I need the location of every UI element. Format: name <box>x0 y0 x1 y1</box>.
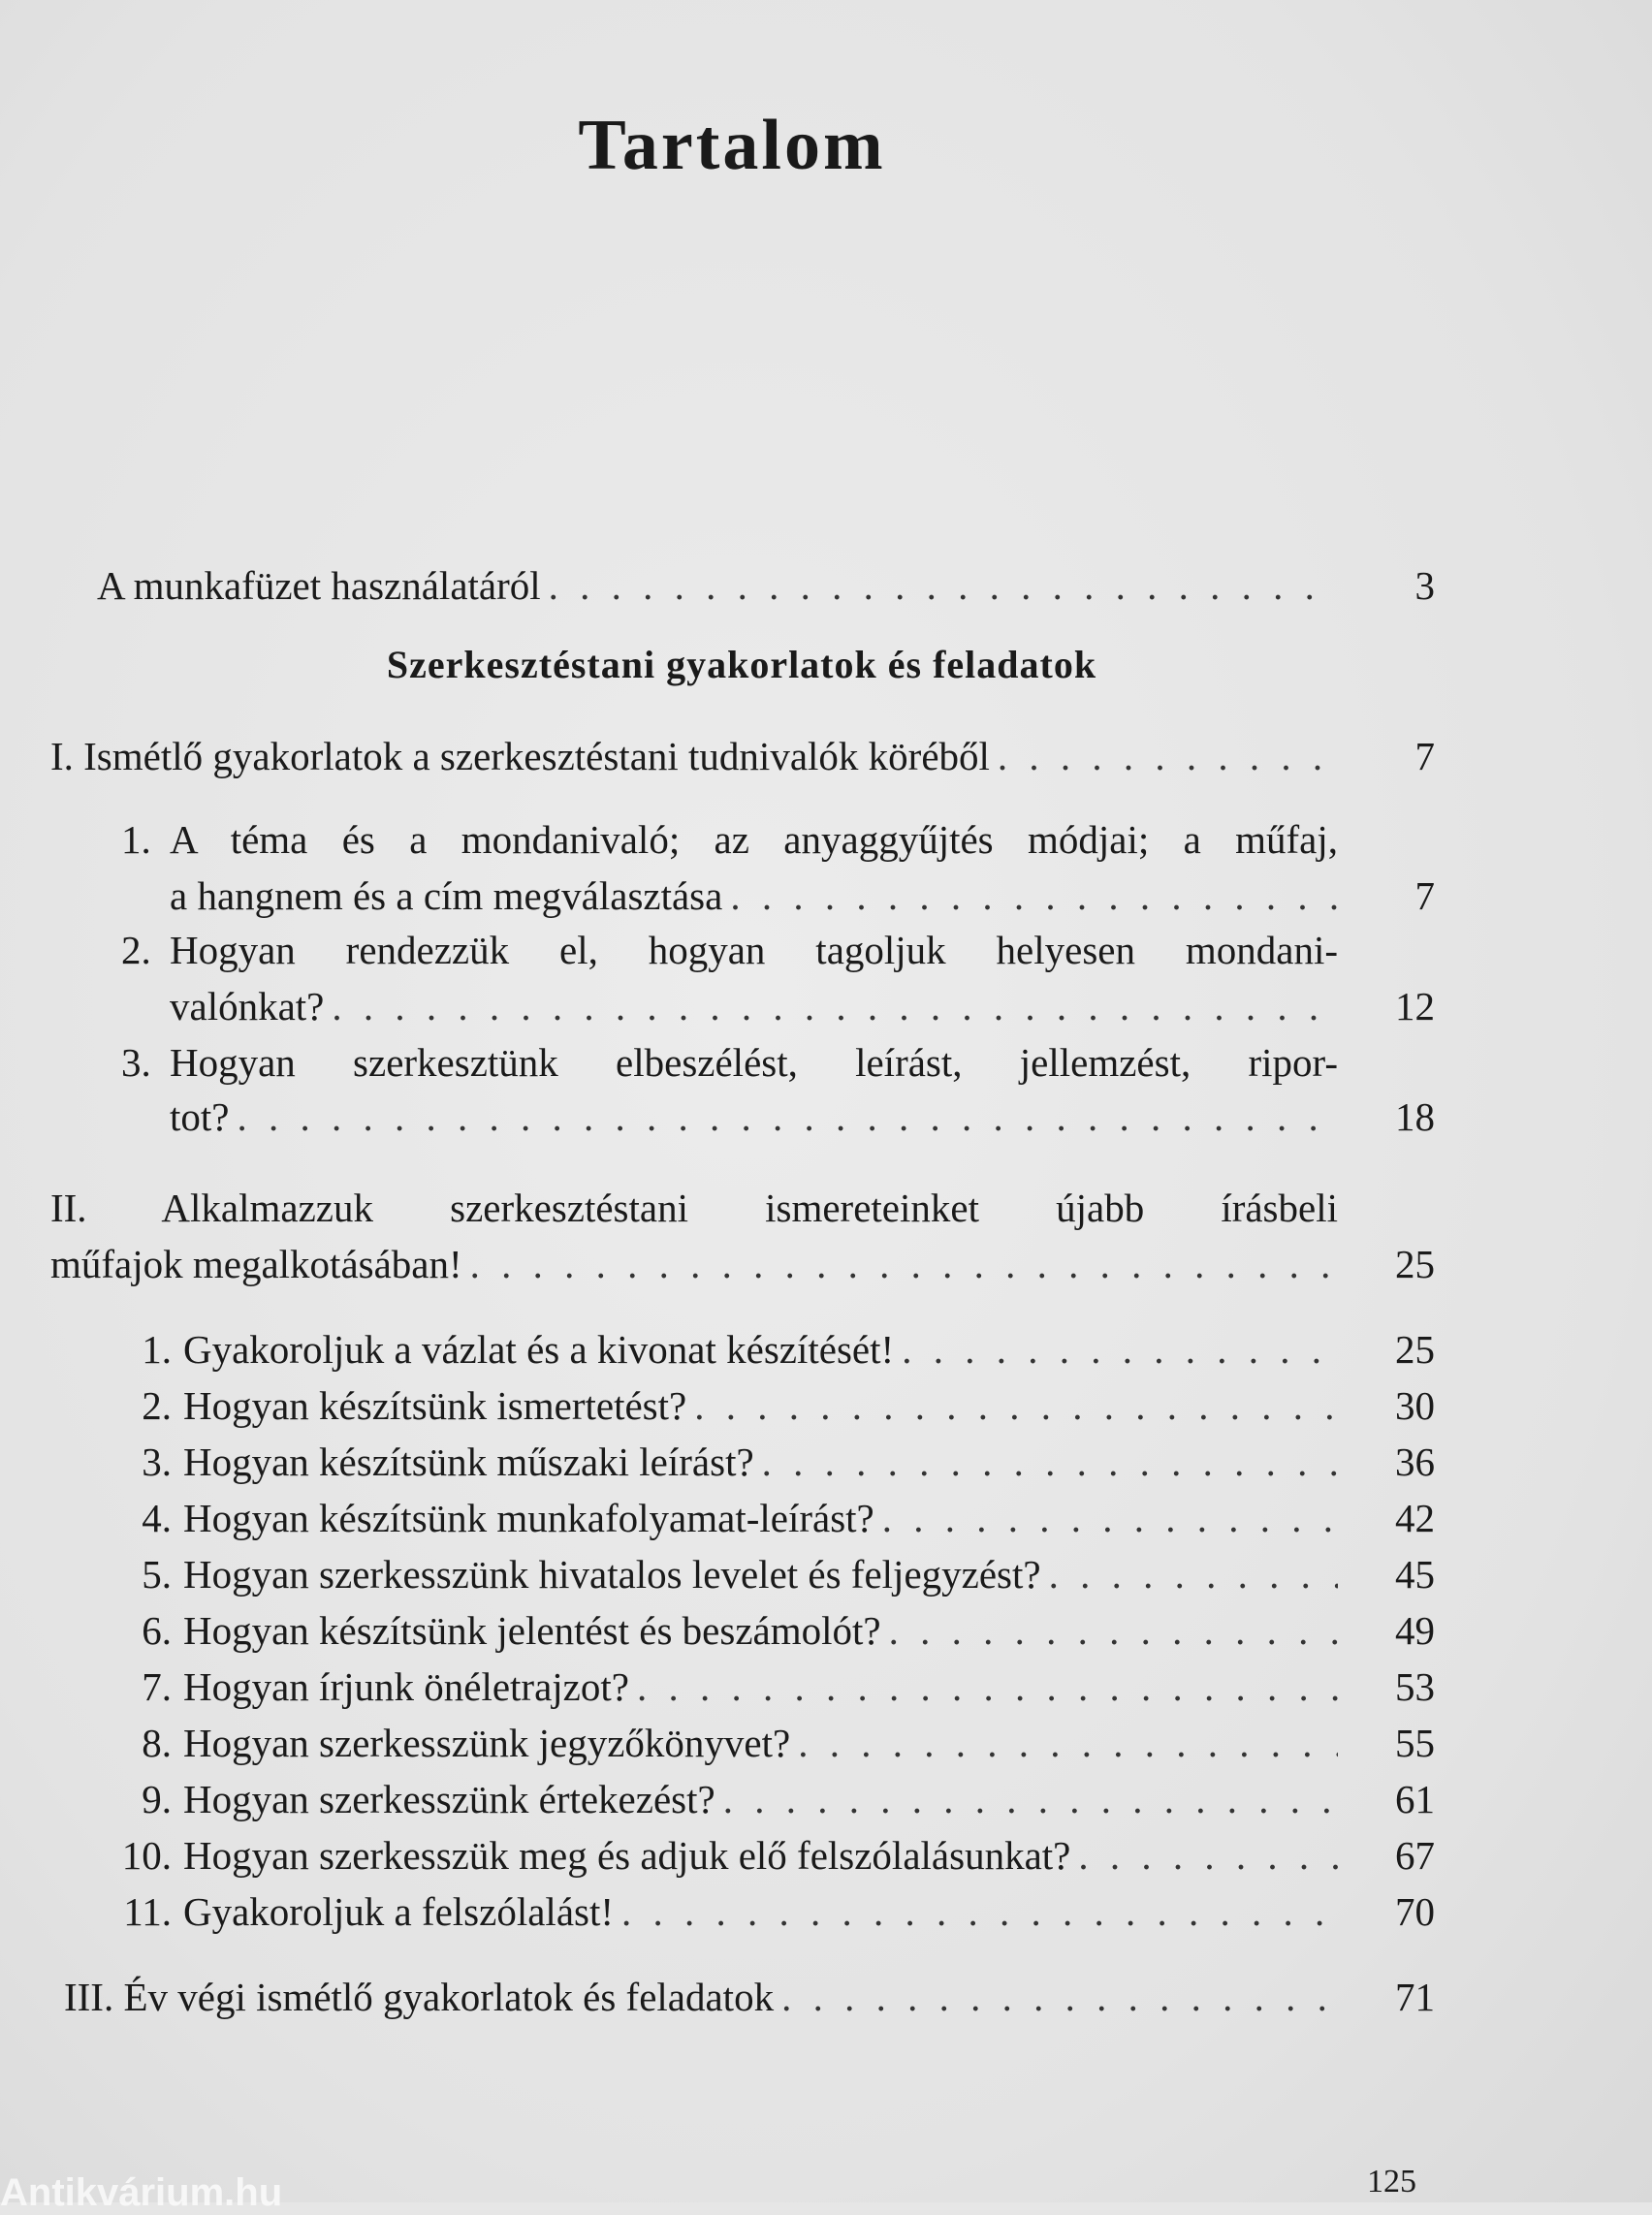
toc-entry-label: a hangnem és a cím megválasztása <box>170 873 723 918</box>
toc-entry-page: 12 <box>1395 984 1435 1028</box>
toc-entry-label: Gyakoroljuk a vázlat és a kivonat készítését! <box>183 1327 895 1372</box>
toc-item-text: A téma és a mondanivaló; az anyaggyűjtés módjai; a műfaj, <box>170 817 1338 862</box>
toc-item <box>111 1382 1435 1429</box>
dot-leader <box>1078 1832 1338 1879</box>
toc-item <box>111 1776 1435 1822</box>
toc-item-number: 5. <box>142 1552 172 1597</box>
toc-item-3-line1 <box>121 1039 1338 1086</box>
section-heading: Szerkesztéstani gyakorlatok és feladatok <box>386 643 1097 686</box>
toc-item-number: 7. <box>142 1664 172 1709</box>
dot-leader <box>1049 1551 1338 1598</box>
dot-leader <box>882 1495 1338 1541</box>
toc-item <box>111 1326 1435 1373</box>
page-number: 125 <box>1367 2164 1416 2199</box>
toc-item-number: 8. <box>142 1721 172 1765</box>
toc-item-number: 10. <box>121 1833 172 1878</box>
dot-leader <box>781 1974 1338 2020</box>
toc-entry-label: műfajok megalkotásában! <box>50 1242 462 1286</box>
toc-entry-label: Hogyan írjunk önéletrajzot? <box>183 1664 629 1709</box>
toc-entry-page: 55 <box>1395 1721 1435 1765</box>
toc-item-number: 3. <box>121 1040 151 1085</box>
dot-leader <box>237 1093 1338 1140</box>
toc-item-2-line1 <box>121 927 1338 973</box>
toc-item-number: 3. <box>142 1440 172 1484</box>
toc-entry-intro <box>97 562 1435 609</box>
dot-leader <box>998 733 1338 779</box>
toc-entry-label: I. Ismétlő gyakorlatok a szerkesztéstani tudnivalók köréből <box>50 734 990 778</box>
toc-item <box>111 1439 1435 1485</box>
toc-item-number: 11. <box>123 1889 172 1934</box>
dot-leader <box>762 1439 1338 1485</box>
toc-item-number: 1. <box>142 1327 172 1372</box>
toc-entry-page: 30 <box>1395 1383 1435 1428</box>
dot-leader <box>798 1720 1338 1766</box>
watermark: Antikvárium.hu <box>0 2171 283 2214</box>
toc-entry-label: valónkat? <box>170 984 325 1028</box>
toc-item-number: 6. <box>142 1608 172 1653</box>
dot-leader <box>332 983 1338 1029</box>
toc-item-number: 2. <box>121 928 151 972</box>
toc-entry-label: Hogyan készítsünk műszaki leírást? <box>183 1440 754 1484</box>
toc-entry-page: 61 <box>1395 1777 1435 1821</box>
toc-item-number: 1. <box>121 817 151 862</box>
dot-leader <box>621 1888 1338 1935</box>
toc-item <box>111 1888 1435 1935</box>
toc-entry-page: 71 <box>1395 1975 1435 2019</box>
dot-leader <box>723 1776 1338 1822</box>
toc-entry-label: tot? <box>170 1094 230 1139</box>
toc-entry-page: 25 <box>1395 1242 1435 1286</box>
toc-entry-page: 67 <box>1395 1833 1435 1878</box>
dot-leader <box>889 1607 1338 1654</box>
toc-entry-page: 53 <box>1395 1664 1435 1709</box>
dot-leader <box>694 1382 1338 1429</box>
toc-entry-label: Hogyan szerkesszünk jegyzőkönyvet? <box>183 1721 791 1765</box>
toc-entry-page: 7 <box>1414 873 1435 918</box>
toc-entry-page: 42 <box>1395 1496 1435 1540</box>
toc-part-3 <box>64 1974 1435 2020</box>
dot-leader <box>470 1241 1338 1287</box>
toc-item <box>111 1607 1435 1654</box>
toc-entry-label: Hogyan szerkesszük meg és adjuk elő felszólalásunkat? <box>183 1833 1071 1878</box>
toc-item-text: Hogyan rendezzük el, hogyan tagoljuk helyesen mondani- <box>170 928 1338 972</box>
toc-item-number: 4. <box>142 1496 172 1540</box>
toc-item-1 <box>170 872 1435 919</box>
toc-entry-page: 70 <box>1395 1889 1435 1934</box>
toc-item-number: 2. <box>142 1383 172 1428</box>
toc-item-3 <box>170 1093 1435 1140</box>
toc-item <box>111 1495 1435 1541</box>
toc-item-number: 9. <box>142 1777 172 1821</box>
toc-item-1-line1 <box>121 816 1338 863</box>
toc-entry-label: Hogyan készítsünk jelentést és beszámolót? <box>183 1608 881 1653</box>
toc-entry-page: 45 <box>1395 1552 1435 1597</box>
toc-entry-label: Hogyan szerkesszünk hivatalos levelet és feljegyzést? <box>183 1552 1041 1597</box>
dot-leader <box>902 1326 1338 1373</box>
toc-part-2 <box>50 1241 1435 1287</box>
toc-part-2-line1: II. Alkalmazzuk szerkesztéstani ismereteinket újabb írásbeli <box>50 1186 1338 1230</box>
toc-entry-page: 36 <box>1395 1440 1435 1484</box>
toc-entry-label: III. Év végi ismétlő gyakorlatok és feladatok <box>64 1975 775 2019</box>
toc-entry-page: 49 <box>1395 1608 1435 1653</box>
page-title: Tartalom <box>578 106 886 185</box>
toc-entry-page: 3 <box>1414 563 1435 608</box>
toc-item <box>111 1720 1435 1766</box>
dot-leader <box>637 1663 1338 1710</box>
toc-item-text: Hogyan szerkesztünk elbeszélést, leírást, jellemzést, ripor- <box>170 1040 1338 1085</box>
toc-entry-page: 25 <box>1395 1327 1435 1372</box>
toc-entry-label: Hogyan szerkesszünk értekezést? <box>183 1777 715 1821</box>
toc-item-2 <box>170 983 1435 1029</box>
toc-item <box>111 1663 1435 1710</box>
toc-entry-page: 7 <box>1414 734 1435 778</box>
toc-entry-label: Hogyan készítsünk munkafolyamat-leírást? <box>183 1496 874 1540</box>
toc-entry-page: 18 <box>1395 1094 1435 1139</box>
toc-part-1 <box>50 733 1435 779</box>
dot-leader <box>730 872 1338 919</box>
toc-item <box>111 1832 1435 1879</box>
toc-entry-label: Gyakoroljuk a felszólalást! <box>183 1889 615 1934</box>
toc-item <box>111 1551 1435 1598</box>
toc-entry-label: A munkafüzet használatáról <box>97 563 541 608</box>
toc-entry-label: Hogyan készítsünk ismertetést? <box>183 1383 687 1428</box>
dot-leader <box>549 562 1338 609</box>
